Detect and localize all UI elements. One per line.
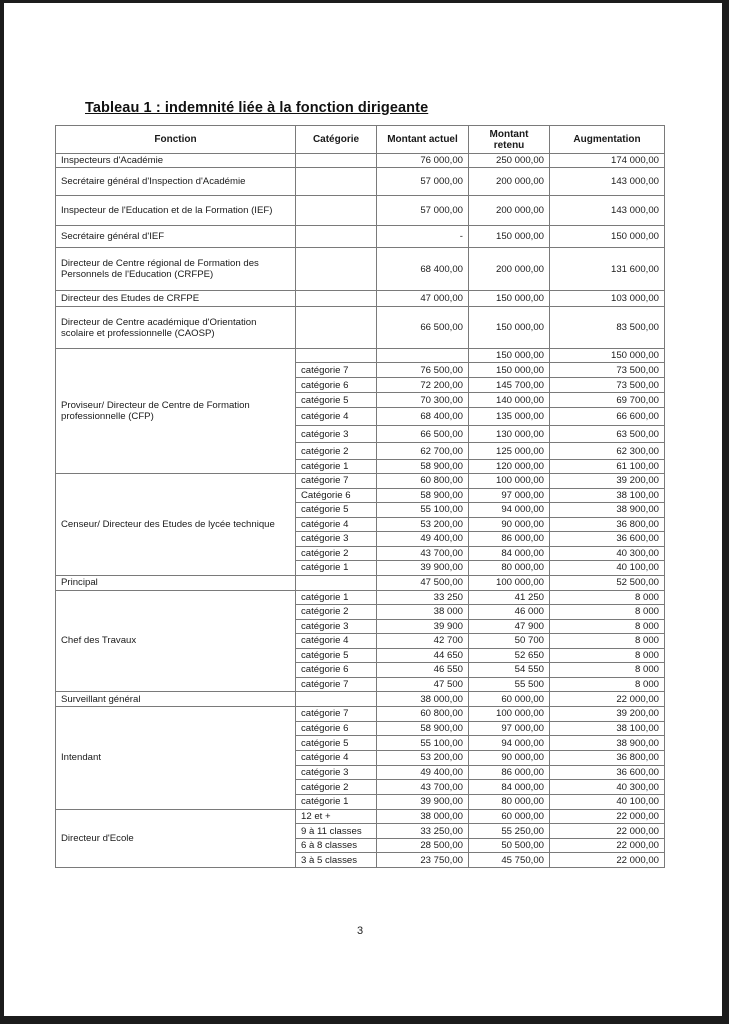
table-row xyxy=(56,692,665,707)
cell-fonction: Censeur/ Directeur des Etudes de lycée technique xyxy=(56,474,296,576)
cell-categorie: catégorie 5 xyxy=(296,648,377,663)
cell-categorie: catégorie 3 xyxy=(296,532,377,547)
cell-categorie: catégorie 5 xyxy=(296,393,377,408)
cell-montant-actuel: 66 500,00 xyxy=(377,307,469,349)
cell-fonction: Secrétaire général d'Inspection d'Académie xyxy=(56,168,296,196)
cell-montant-actuel: 39 900,00 xyxy=(377,561,469,576)
cell-montant-retenu: 54 550 xyxy=(469,663,550,678)
cell-montant-retenu: 55 250,00 xyxy=(469,824,550,839)
cell-augmentation: 69 700,00 xyxy=(550,393,665,408)
cell-montant-actuel: 43 700,00 xyxy=(377,546,469,561)
cell-categorie: catégorie 3 xyxy=(296,619,377,634)
cell-augmentation: 8 000 xyxy=(550,634,665,649)
cell-montant-actuel: 47 500,00 xyxy=(377,575,469,590)
cell-fonction: Directeur de Centre régional de Formation des Personnels de l'Education (CRFPE) xyxy=(56,248,296,291)
cell-categorie xyxy=(296,291,377,307)
cell-montant-retenu: 55 500 xyxy=(469,677,550,692)
cell-augmentation: 22 000,00 xyxy=(550,853,665,868)
table-title: Tableau 1 : indemnité liée à la fonction dirigeante xyxy=(85,100,429,116)
cell-montant-retenu: 140 000,00 xyxy=(469,393,550,408)
cell-montant-retenu: 84 000,00 xyxy=(469,780,550,795)
cell-montant-actuel: 68 400,00 xyxy=(377,408,469,426)
table-body xyxy=(56,154,665,868)
header-categorie: Catégorie xyxy=(296,126,377,154)
cell-montant-retenu: 90 000,00 xyxy=(469,751,550,766)
cell-montant-actuel: 70 300,00 xyxy=(377,393,469,408)
cell-montant-retenu: 94 000,00 xyxy=(469,736,550,751)
cell-montant-actuel: 39 900 xyxy=(377,619,469,634)
cell-montant-retenu: 46 000 xyxy=(469,605,550,620)
cell-montant-retenu: 150 000,00 xyxy=(469,363,550,378)
cell-augmentation: 143 000,00 xyxy=(550,168,665,196)
cell-augmentation: 38 900,00 xyxy=(550,503,665,518)
cell-augmentation: 8 000 xyxy=(550,619,665,634)
cell-augmentation: 8 000 xyxy=(550,663,665,678)
cell-categorie: catégorie 7 xyxy=(296,677,377,692)
cell-montant-retenu: 145 700,00 xyxy=(469,378,550,393)
cell-augmentation: 61 100,00 xyxy=(550,460,665,474)
cell-categorie xyxy=(296,248,377,291)
cell-montant-retenu: 135 000,00 xyxy=(469,408,550,426)
cell-montant-actuel: 49 400,00 xyxy=(377,765,469,780)
cell-augmentation: 22 000,00 xyxy=(550,692,665,707)
cell-augmentation: 143 000,00 xyxy=(550,196,665,226)
cell-categorie: catégorie 3 xyxy=(296,426,377,443)
cell-augmentation: 150 000,00 xyxy=(550,226,665,248)
table-row xyxy=(56,154,665,168)
header-augmentation: Augmentation xyxy=(550,126,665,154)
cell-categorie: catégorie 1 xyxy=(296,795,377,810)
cell-augmentation: 73 500,00 xyxy=(550,363,665,378)
cell-categorie: catégorie 4 xyxy=(296,751,377,766)
cell-montant-actuel: 42 700 xyxy=(377,634,469,649)
cell-categorie: Catégorie 6 xyxy=(296,488,377,503)
cell-montant-retenu: 200 000,00 xyxy=(469,196,550,226)
cell-montant-actuel: 38 000,00 xyxy=(377,692,469,707)
cell-montant-actuel: 53 200,00 xyxy=(377,517,469,532)
cell-montant-retenu: 125 000,00 xyxy=(469,443,550,460)
cell-montant-retenu: 200 000,00 xyxy=(469,168,550,196)
cell-categorie xyxy=(296,196,377,226)
cell-categorie: catégorie 2 xyxy=(296,605,377,620)
cell-montant-retenu: 52 650 xyxy=(469,648,550,663)
indemnity-table xyxy=(55,125,665,868)
cell-montant-actuel: 60 800,00 xyxy=(377,707,469,722)
cell-fonction: Inspecteurs d'Académie xyxy=(56,154,296,168)
cell-augmentation: 39 200,00 xyxy=(550,474,665,489)
cell-montant-retenu: 94 000,00 xyxy=(469,503,550,518)
table-header-row xyxy=(56,126,665,154)
cell-categorie: catégorie 5 xyxy=(296,503,377,518)
cell-montant-retenu: 41 250 xyxy=(469,590,550,605)
cell-montant-retenu: 97 000,00 xyxy=(469,488,550,503)
cell-augmentation: 8 000 xyxy=(550,605,665,620)
page-number: 3 xyxy=(357,925,364,937)
table-row xyxy=(56,809,665,824)
cell-categorie: catégorie 2 xyxy=(296,443,377,460)
header-fonction: Fonction xyxy=(56,126,296,154)
cell-montant-retenu: 130 000,00 xyxy=(469,426,550,443)
cell-montant-actuel: 53 200,00 xyxy=(377,751,469,766)
cell-montant-actuel: 58 900,00 xyxy=(377,488,469,503)
cell-categorie xyxy=(296,692,377,707)
cell-montant-actuel: 72 200,00 xyxy=(377,378,469,393)
cell-montant-retenu: 100 000,00 xyxy=(469,575,550,590)
cell-categorie: 3 à 5 classes xyxy=(296,853,377,868)
cell-fonction: Inspecteur de l'Education et de la Formation (IEF) xyxy=(56,196,296,226)
cell-categorie: catégorie 3 xyxy=(296,765,377,780)
table-row xyxy=(56,590,665,605)
cell-montant-retenu: 250 000,00 xyxy=(469,154,550,168)
cell-categorie xyxy=(296,575,377,590)
cell-fonction: Directeur des Etudes de CRFPE xyxy=(56,291,296,307)
cell-categorie: catégorie 4 xyxy=(296,634,377,649)
cell-augmentation: 131 600,00 xyxy=(550,248,665,291)
cell-categorie: catégorie 4 xyxy=(296,517,377,532)
cell-montant-retenu: 47 900 xyxy=(469,619,550,634)
table-row xyxy=(56,291,665,307)
table-row xyxy=(56,226,665,248)
cell-montant-actuel: 55 100,00 xyxy=(377,503,469,518)
cell-augmentation: 22 000,00 xyxy=(550,838,665,853)
cell-augmentation: 36 800,00 xyxy=(550,751,665,766)
cell-categorie: catégorie 6 xyxy=(296,663,377,678)
cell-categorie xyxy=(296,154,377,168)
cell-montant-actuel: 68 400,00 xyxy=(377,248,469,291)
cell-augmentation: 150 000,00 xyxy=(550,349,665,363)
cell-montant-actuel: 76 500,00 xyxy=(377,363,469,378)
cell-augmentation: 36 800,00 xyxy=(550,517,665,532)
cell-categorie: catégorie 2 xyxy=(296,546,377,561)
cell-augmentation: 8 000 xyxy=(550,590,665,605)
cell-categorie xyxy=(296,349,377,363)
cell-montant-actuel: 43 700,00 xyxy=(377,780,469,795)
cell-montant-actuel: 47 000,00 xyxy=(377,291,469,307)
cell-categorie: 12 et + xyxy=(296,809,377,824)
cell-montant-retenu: 50 700 xyxy=(469,634,550,649)
cell-categorie: catégorie 1 xyxy=(296,590,377,605)
cell-montant-actuel: 33 250,00 xyxy=(377,824,469,839)
cell-montant-retenu: 97 000,00 xyxy=(469,721,550,736)
cell-montant-actuel: 38 000 xyxy=(377,605,469,620)
cell-categorie: catégorie 7 xyxy=(296,363,377,378)
cell-augmentation: 174 000,00 xyxy=(550,154,665,168)
cell-augmentation: 103 000,00 xyxy=(550,291,665,307)
cell-categorie xyxy=(296,168,377,196)
cell-categorie: catégorie 7 xyxy=(296,707,377,722)
cell-montant-actuel: 57 000,00 xyxy=(377,168,469,196)
cell-augmentation: 40 300,00 xyxy=(550,780,665,795)
cell-montant-actuel: 76 000,00 xyxy=(377,154,469,168)
cell-montant-actuel: 33 250 xyxy=(377,590,469,605)
cell-augmentation: 36 600,00 xyxy=(550,532,665,547)
cell-montant-actuel: 55 100,00 xyxy=(377,736,469,751)
cell-augmentation: 62 300,00 xyxy=(550,443,665,460)
cell-montant-retenu: 86 000,00 xyxy=(469,765,550,780)
cell-categorie: catégorie 6 xyxy=(296,378,377,393)
cell-montant-actuel: 44 650 xyxy=(377,648,469,663)
cell-montant-actuel: 39 900,00 xyxy=(377,795,469,810)
cell-montant-retenu: 45 750,00 xyxy=(469,853,550,868)
cell-montant-retenu: 90 000,00 xyxy=(469,517,550,532)
cell-montant-retenu: 150 000,00 xyxy=(469,307,550,349)
cell-montant-retenu: 86 000,00 xyxy=(469,532,550,547)
cell-categorie: catégorie 1 xyxy=(296,460,377,474)
table-row xyxy=(56,474,665,489)
cell-montant-retenu: 50 500,00 xyxy=(469,838,550,853)
table-row xyxy=(56,196,665,226)
cell-augmentation: 40 100,00 xyxy=(550,561,665,576)
cell-montant-retenu: 80 000,00 xyxy=(469,795,550,810)
cell-montant-actuel: 28 500,00 xyxy=(377,838,469,853)
cell-montant-actuel: 49 400,00 xyxy=(377,532,469,547)
cell-montant-actuel: - xyxy=(377,226,469,248)
cell-categorie: 9 à 11 classes xyxy=(296,824,377,839)
cell-montant-retenu: 150 000,00 xyxy=(469,349,550,363)
cell-fonction: Surveillant général xyxy=(56,692,296,707)
cell-fonction: Directeur d'Ecole xyxy=(56,809,296,867)
cell-augmentation: 40 100,00 xyxy=(550,795,665,810)
cell-categorie: 6 à 8 classes xyxy=(296,838,377,853)
header-montant-actuel: Montant actuel xyxy=(377,126,469,154)
cell-montant-actuel: 23 750,00 xyxy=(377,853,469,868)
cell-categorie: catégorie 1 xyxy=(296,561,377,576)
cell-montant-retenu: 150 000,00 xyxy=(469,291,550,307)
cell-montant-retenu: 84 000,00 xyxy=(469,546,550,561)
cell-augmentation: 63 500,00 xyxy=(550,426,665,443)
table-row xyxy=(56,248,665,291)
cell-augmentation: 22 000,00 xyxy=(550,809,665,824)
cell-augmentation: 40 300,00 xyxy=(550,546,665,561)
cell-montant-actuel: 46 550 xyxy=(377,663,469,678)
cell-augmentation: 38 100,00 xyxy=(550,721,665,736)
cell-augmentation: 39 200,00 xyxy=(550,707,665,722)
cell-fonction: Intendant xyxy=(56,707,296,810)
cell-montant-retenu: 150 000,00 xyxy=(469,226,550,248)
cell-categorie: catégorie 5 xyxy=(296,736,377,751)
cell-categorie xyxy=(296,226,377,248)
cell-augmentation: 22 000,00 xyxy=(550,824,665,839)
cell-montant-retenu: 80 000,00 xyxy=(469,561,550,576)
cell-augmentation: 38 100,00 xyxy=(550,488,665,503)
cell-montant-retenu: 200 000,00 xyxy=(469,248,550,291)
cell-montant-retenu: 60 000,00 xyxy=(469,692,550,707)
cell-fonction: Secrétaire général d'IEF xyxy=(56,226,296,248)
cell-fonction: Proviseur/ Directeur de Centre de Formation professionnelle (CFP) xyxy=(56,349,296,474)
table-row xyxy=(56,168,665,196)
table-row xyxy=(56,307,665,349)
cell-fonction: Principal xyxy=(56,575,296,590)
cell-augmentation: 38 900,00 xyxy=(550,736,665,751)
cell-montant-actuel: 58 900,00 xyxy=(377,721,469,736)
cell-fonction: Chef des Travaux xyxy=(56,590,296,692)
cell-montant-retenu: 100 000,00 xyxy=(469,707,550,722)
cell-montant-retenu: 120 000,00 xyxy=(469,460,550,474)
cell-augmentation: 8 000 xyxy=(550,677,665,692)
cell-montant-actuel: 57 000,00 xyxy=(377,196,469,226)
cell-augmentation: 8 000 xyxy=(550,648,665,663)
cell-montant-retenu: 100 000,00 xyxy=(469,474,550,489)
cell-montant-actuel: 38 000,00 xyxy=(377,809,469,824)
cell-montant-actuel: 62 700,00 xyxy=(377,443,469,460)
cell-categorie: catégorie 2 xyxy=(296,780,377,795)
table-row xyxy=(56,575,665,590)
cell-augmentation: 36 600,00 xyxy=(550,765,665,780)
cell-augmentation: 52 500,00 xyxy=(550,575,665,590)
cell-montant-actuel xyxy=(377,349,469,363)
cell-augmentation: 73 500,00 xyxy=(550,378,665,393)
cell-montant-actuel: 47 500 xyxy=(377,677,469,692)
table-row xyxy=(56,707,665,722)
cell-montant-retenu: 60 000,00 xyxy=(469,809,550,824)
cell-categorie: catégorie 6 xyxy=(296,721,377,736)
cell-categorie xyxy=(296,307,377,349)
cell-montant-actuel: 58 900,00 xyxy=(377,460,469,474)
cell-fonction: Directeur de Centre académique d'Orientation scolaire et professionnelle (CAOSP) xyxy=(56,307,296,349)
cell-categorie: catégorie 4 xyxy=(296,408,377,426)
cell-augmentation: 83 500,00 xyxy=(550,307,665,349)
header-montant-retenu: Montant retenu xyxy=(469,126,550,154)
cell-augmentation: 66 600,00 xyxy=(550,408,665,426)
table-row xyxy=(56,349,665,363)
cell-categorie: catégorie 7 xyxy=(296,474,377,489)
cell-montant-actuel: 66 500,00 xyxy=(377,426,469,443)
cell-montant-actuel: 60 800,00 xyxy=(377,474,469,489)
